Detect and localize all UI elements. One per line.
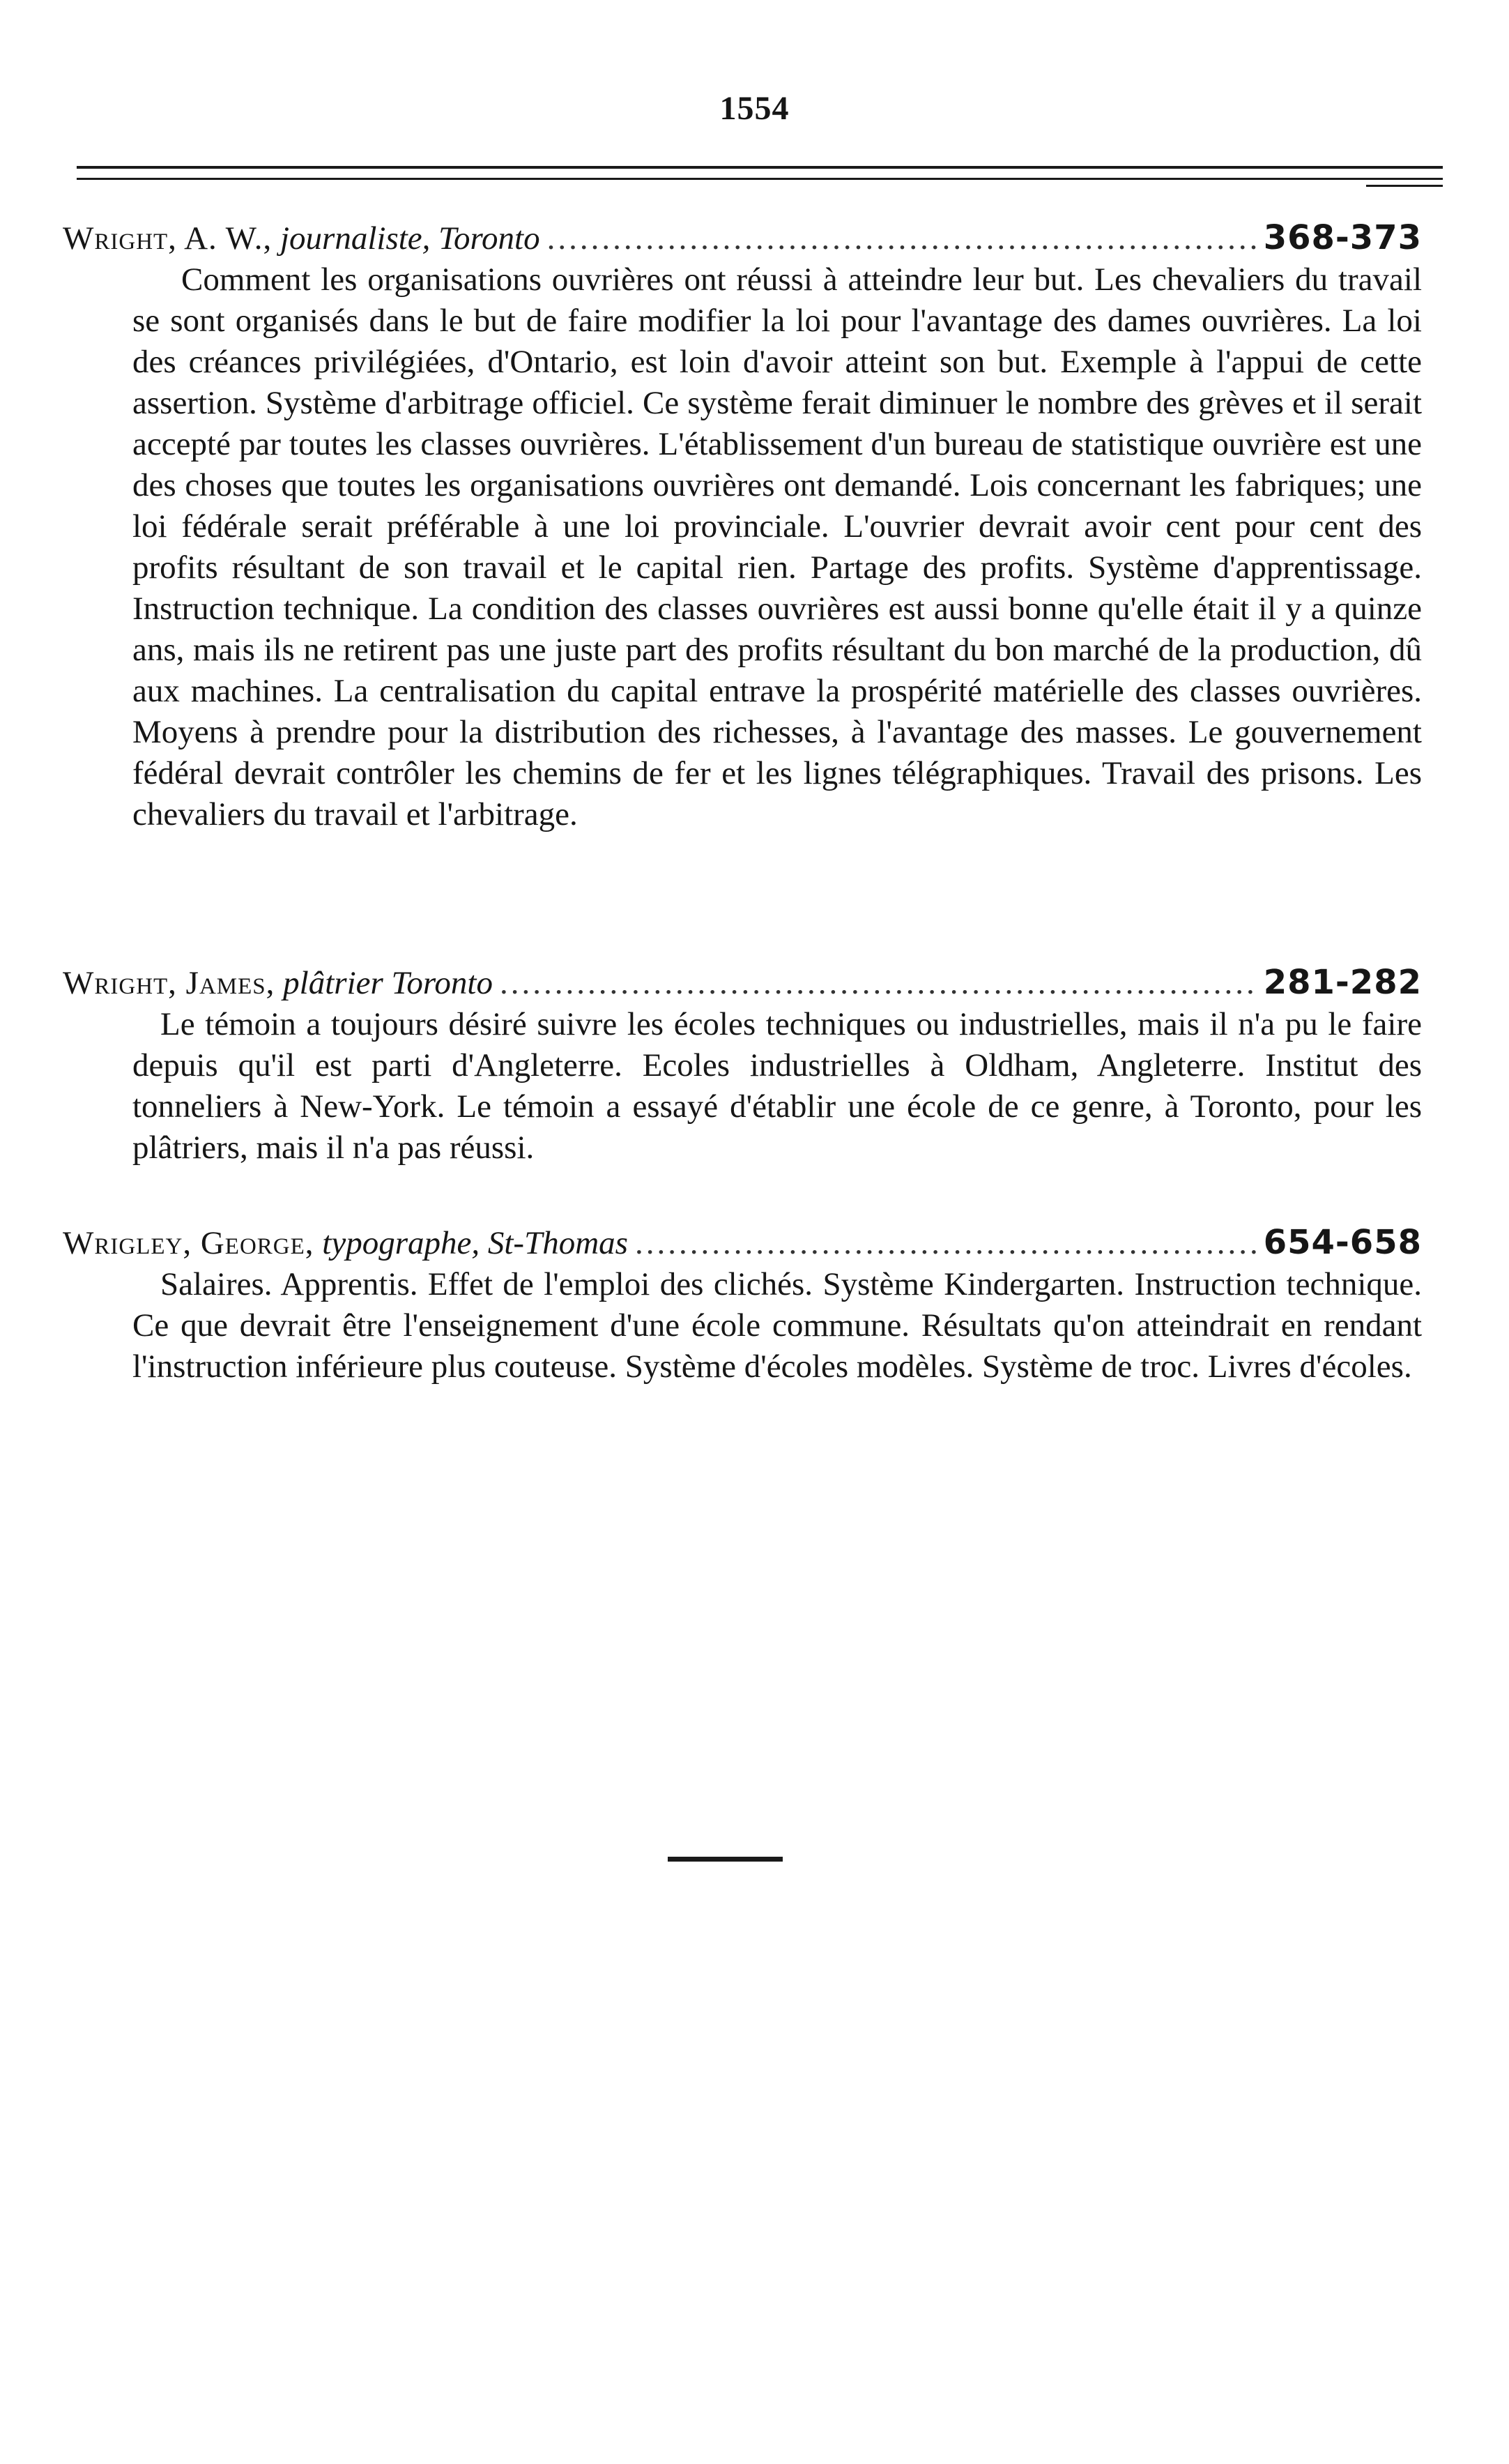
header-rule-double — [77, 178, 1443, 180]
entry-summary: Salaires. Apprentis. Effet de l'emploi des clichés. Système Kindergarten. Instruction technique. Ce que devrait être l'enseignement d'une école commune. Résultats qu'on atteindrait en rendant l'instruction inférieure plus couteuse. Système d'écoles modèles. Système de troc. Livres d'écoles. — [132, 1266, 1422, 1385]
witness-place: St-Thomas — [487, 1225, 628, 1261]
witness-occupation: typographe, — [322, 1225, 480, 1261]
dot-leader — [635, 1223, 1257, 1264]
dot-leader — [547, 218, 1257, 259]
end-rule — [668, 1857, 783, 1862]
index-entry — [63, 1222, 1422, 1420]
witness-name: Wrigley, George, — [63, 1225, 314, 1261]
entry-summary: Le témoin a toujours désiré suivre les écoles techniques ou industrielles, mais il n'a pu le faire depuis qu'il est parti d'Angleterre. Ecoles industrielles à Oldham, Angleterre. Institut des tonneliers à New-York. Le témoin a essayé d'établir une école de ce genre, à Toronto, pour les plâtriers, mais il n'a pas réussi. — [132, 1006, 1422, 1166]
witness-place: Toronto — [391, 965, 493, 1001]
dot-leader — [500, 963, 1257, 1004]
entry-heading — [63, 962, 1422, 1004]
index-entry — [63, 962, 1422, 1201]
witness-name: Wright, James, — [63, 965, 275, 1001]
page-number: 1554 — [719, 90, 790, 127]
index-entry — [63, 218, 1422, 868]
header-rule — [77, 166, 1443, 169]
witness-occupation: journaliste, — [279, 220, 431, 257]
entry-heading — [63, 1222, 1422, 1264]
witness-place: Toronto — [438, 220, 540, 257]
witness-name: Wright, A. W., — [63, 220, 273, 257]
witness-occupation: plâtrier — [283, 965, 383, 1001]
header-rule-extension — [1366, 185, 1443, 187]
entry-summary: Comment les organisations ouvrières ont réussi à atteindre leur but. Les chevaliers du travail se sont organisés dans le but de faire modifier la loi pour l'avantage des dames ouvrières. La loi des créances privilégiées, d'Ontario, est loin d'avoir atteint son but. Exemple à l'appui de cette assertion. Système d'arbitrage officiel. Ce système ferait diminuer le nombre des grèves et il serait accepté par toutes les classes ouvrières. L'établissement d'un bureau de statistique ouvrière est une des choses que toutes les organisations ouvrières ont demandé. Lois concernant les fabriques; une loi fédérale serait préférable à une loi provinciale. L'ouvrier devrait avoir cent pour cent des profits résultant de son travail et le capital rien. Partage des profits. Système d'apprentissage. Instruction technique. La condition des classes ouvrières est aussi bonne qu'elle était il y a quinze ans, mais ils ne retirent pas une juste part des profits résultant du bon marché de la production, dû aux machines. La centralisation du capital entrave la prospérité matérielle des classes ouvrières. Moyens à prendre pour la distribution des richesses, à l'avantage des masses. Le gouvernement fédéral devrait contrôler les chemins de fer et les lignes télégraphiques. Travail des prisons. Les chevaliers du travail et l'arbitrage. — [132, 261, 1422, 832]
page-range: 654-658 — [1263, 1223, 1422, 1262]
page-range: 368-373 — [1263, 218, 1422, 257]
entry-heading — [63, 218, 1422, 259]
page-range: 281-282 — [1263, 963, 1422, 1002]
